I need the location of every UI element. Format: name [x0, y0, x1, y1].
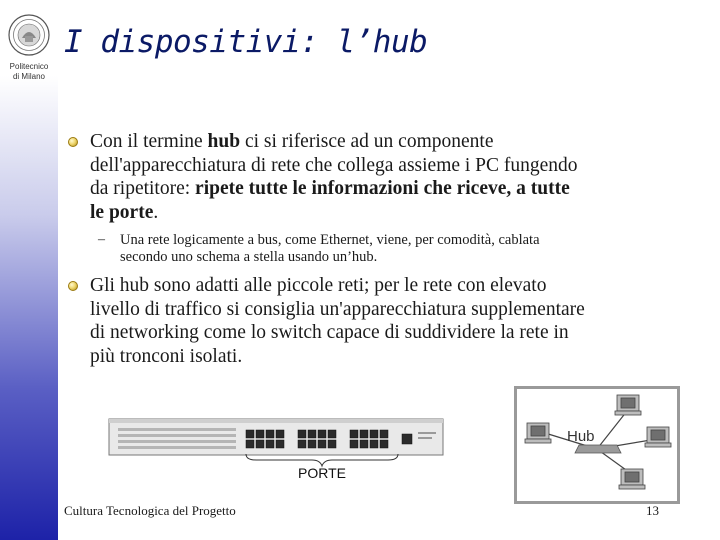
logo-caption-line1: Politecnico — [9, 62, 49, 71]
hub-network-diagram — [514, 386, 680, 504]
bullet-1-line-4: le porte. — [90, 201, 159, 223]
bullet-2-line-3: di networking come lo switch capace di suddividere la rete in — [90, 322, 569, 343]
footer-course-title: Cultura Tecnologica del Progetto — [64, 503, 236, 518]
computer-icon — [615, 395, 641, 415]
sub-bullet-dash: – — [98, 232, 105, 247]
sub-bullet-line-1: Una rete logicamente a bus, come Ethernet, viene, per comodità, cablata — [120, 232, 540, 248]
computer-icon — [645, 427, 671, 447]
politecnico-logo — [8, 14, 50, 56]
bullet-1-line-2: dell'apparecchiatura di rete che collega assieme i PC fungendo — [90, 154, 578, 176]
bullet-1-line-1: Con il termine hub ci si riferisce ad un componente — [90, 131, 494, 152]
ports-label: PORTE — [298, 465, 346, 481]
slide-title: I dispositivi: l’hub — [64, 24, 428, 60]
sub-bullet-text — [120, 232, 700, 266]
sidebar-gradient — [0, 0, 58, 540]
bullet-1-line-3: da ripetitore: ripete tutte le informazioni che riceve, a tutte — [90, 178, 570, 199]
page-number: 13 — [646, 503, 659, 518]
bullet-2-line-1: Gli hub sono adatti alle piccole reti; per le rete con elevato — [90, 275, 547, 296]
bullet-icon — [68, 137, 78, 147]
computer-icon — [619, 469, 645, 489]
bullet-1-text — [90, 130, 690, 224]
bullet-2-line-2: livello di traffico si consiglia un'apparecchiatura supplementare — [90, 298, 585, 320]
bullet-icon — [68, 281, 78, 291]
hub-label: Hub — [567, 428, 595, 445]
sub-bullet-line-2: secondo uno schema a stella usando un’hub. — [120, 249, 378, 265]
hub-star-topology-image — [517, 389, 677, 501]
computer-icon — [525, 423, 551, 443]
logo-caption — [2, 62, 56, 82]
bullet-2-text — [90, 274, 690, 368]
logo-caption-line2: di Milano — [12, 72, 45, 81]
bullet-2-line-4: più tronconi isolati. — [90, 345, 243, 367]
